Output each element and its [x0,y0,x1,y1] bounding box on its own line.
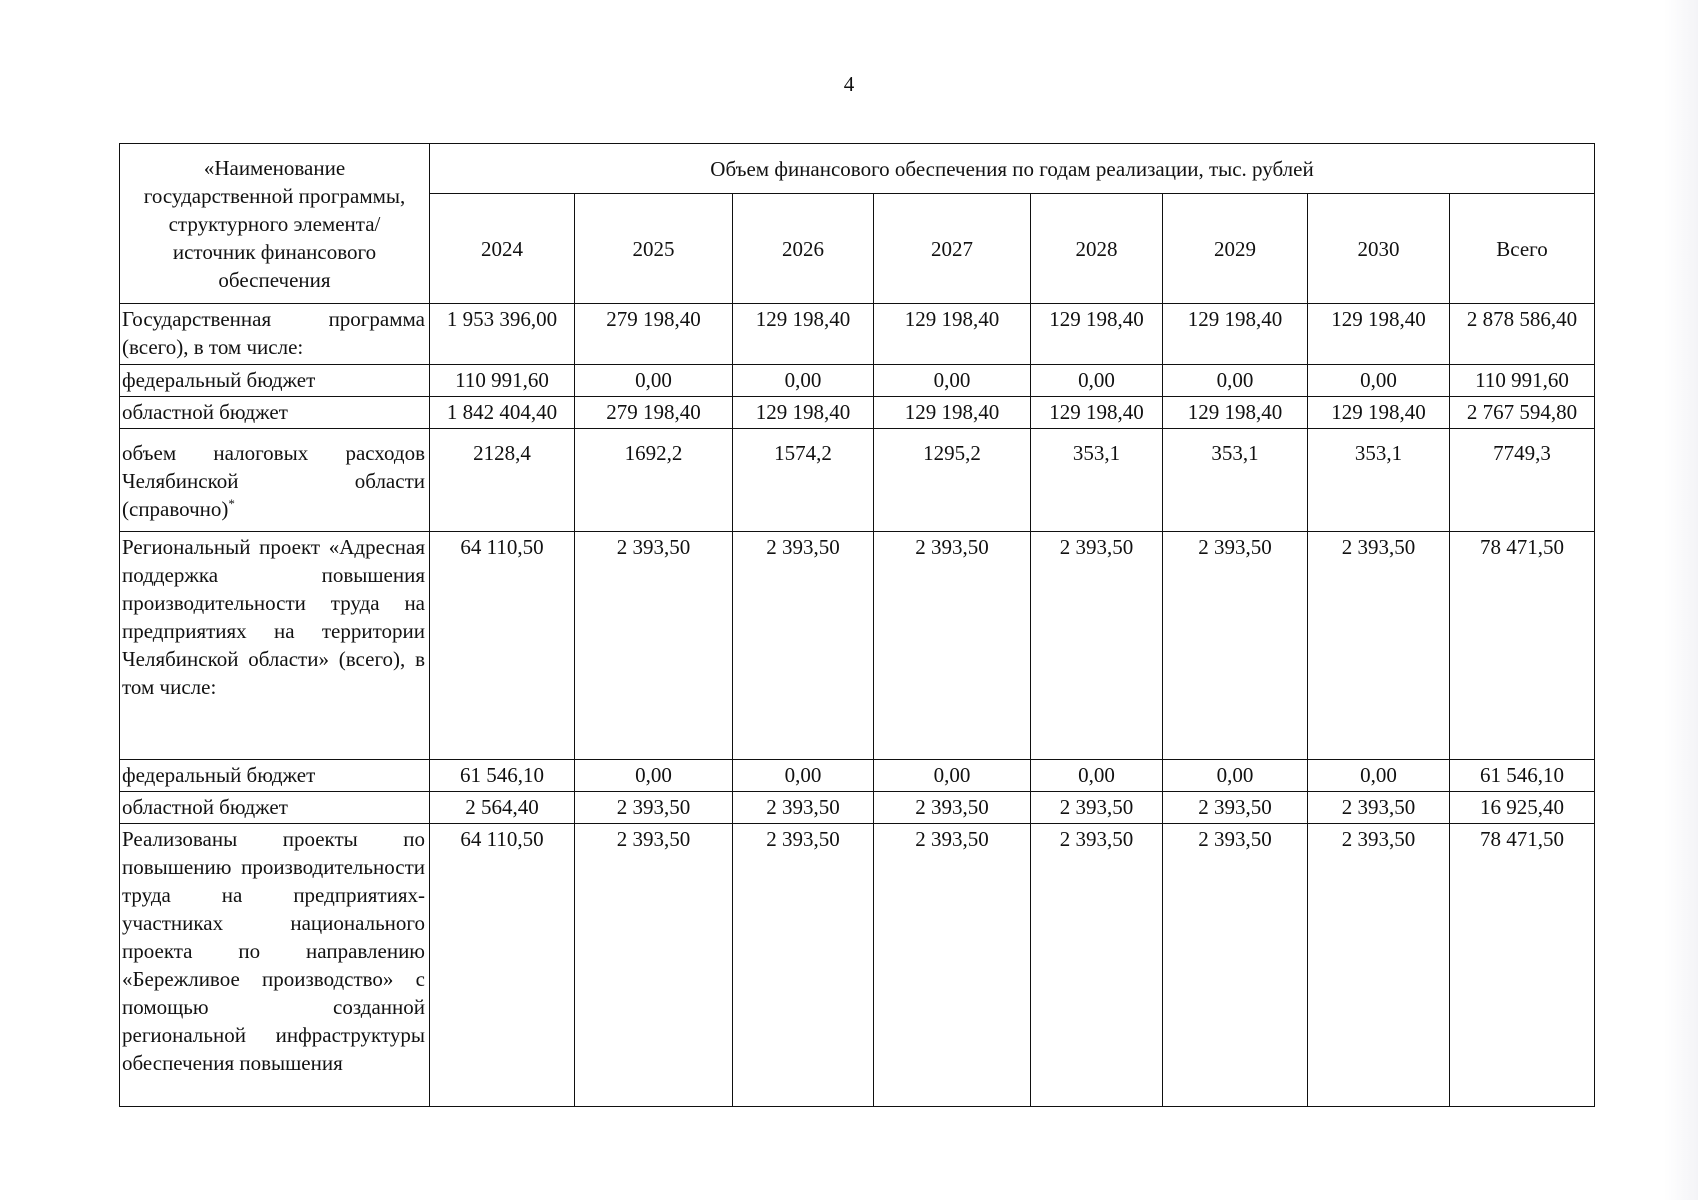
year-header: 2024 [430,194,575,304]
table-row [120,365,1595,397]
row-value: 0,00 [733,365,874,397]
row-value: 1 953 396,00 [430,304,575,365]
row-value: 129 198,40 [733,304,874,365]
year-header: 2028 [1031,194,1163,304]
financing-table [119,143,1595,1107]
table-row [120,532,1595,760]
row-value: 129 198,40 [1308,397,1450,429]
row-value: 129 198,40 [874,304,1031,365]
table-row [120,824,1595,1107]
row-value: 353,1 [1308,429,1450,532]
row-total: 2 878 586,40 [1450,304,1595,365]
row-value: 2 393,50 [1308,532,1450,760]
row-value: 2 393,50 [575,792,733,824]
row-value: 1 842 404,40 [430,397,575,429]
row-value: 353,1 [1031,429,1163,532]
row-value: 0,00 [1031,760,1163,792]
row-value: 2 564,40 [430,792,575,824]
scan-edge-shading [1664,0,1698,1200]
row-value: 1692,2 [575,429,733,532]
row-value: 61 546,10 [430,760,575,792]
row-value: 0,00 [1308,365,1450,397]
row-value: 0,00 [1163,365,1308,397]
total-header: Всего [1450,194,1595,304]
row-value: 0,00 [575,365,733,397]
row-name: объем налоговых расходов Челябинской области (справочно) [122,441,425,521]
row-value: 279 198,40 [575,397,733,429]
row-value: 129 198,40 [1031,397,1163,429]
table-row [120,792,1595,824]
row-value: 2 393,50 [733,792,874,824]
row-value: 2 393,50 [733,532,874,760]
row-total: 7749,3 [1450,429,1595,532]
row-value: 0,00 [874,760,1031,792]
header-name-cell: «Наименование государственной программы, структурного элемента/источник финансового обеспечения [120,144,430,304]
row-value: 2 393,50 [1308,792,1450,824]
row-value: 2 393,50 [874,792,1031,824]
row-name: федеральный бюджет [120,365,430,397]
table-row [120,304,1595,365]
row-name-cell [120,429,430,532]
row-name: Реализованы проекты по повышению производительности труда на предприятиях-участниках национального проекта по направлению «Бережливое производство» с помощью созданной региональной инфраструктуры обеспечения повышения [120,824,430,1107]
year-header: 2029 [1163,194,1308,304]
row-total: 110 991,60 [1450,365,1595,397]
year-header: 2026 [733,194,874,304]
row-value: 2 393,50 [1163,792,1308,824]
row-value: 1574,2 [733,429,874,532]
row-value: 129 198,40 [733,397,874,429]
header-row-group [120,144,1595,194]
row-total: 16 925,40 [1450,792,1595,824]
row-name: федеральный бюджет [120,760,430,792]
row-total: 61 546,10 [1450,760,1595,792]
row-name: Государственная программа (всего), в том числе: [120,304,430,365]
row-name: Региональный проект «Адресная поддержка повышения производительности труда на предприятиях на территории Челябинской области» (всего), в том числе: [120,532,430,760]
row-name: областной бюджет [120,397,430,429]
row-value: 2 393,50 [1031,824,1163,1107]
table-row [120,429,1595,532]
row-value: 129 198,40 [1163,304,1308,365]
row-value: 110 991,60 [430,365,575,397]
row-value: 0,00 [1308,760,1450,792]
row-value: 64 110,50 [430,824,575,1107]
header-group-cell: Объем финансового обеспечения по годам реализации, тыс. рублей [430,144,1595,194]
row-value: 0,00 [575,760,733,792]
footnote-mark: * [228,496,235,511]
row-value: 64 110,50 [430,532,575,760]
row-value: 0,00 [733,760,874,792]
row-value: 2 393,50 [733,824,874,1107]
row-value: 0,00 [874,365,1031,397]
row-value: 0,00 [1163,760,1308,792]
row-value: 129 198,40 [1163,397,1308,429]
row-value: 2 393,50 [1308,824,1450,1107]
page-number: 4 [843,72,855,96]
row-value: 2 393,50 [575,824,733,1107]
table-row [120,397,1595,429]
table-row [120,760,1595,792]
year-header: 2025 [575,194,733,304]
row-value: 353,1 [1163,429,1308,532]
row-value: 2 393,50 [1163,532,1308,760]
row-value: 2 393,50 [1163,824,1308,1107]
row-total: 2 767 594,80 [1450,397,1595,429]
row-value: 2 393,50 [575,532,733,760]
row-value: 0,00 [1031,365,1163,397]
row-value: 129 198,40 [1031,304,1163,365]
row-total: 78 471,50 [1450,824,1595,1107]
row-value: 1295,2 [874,429,1031,532]
row-name: областной бюджет [120,792,430,824]
row-value: 129 198,40 [874,397,1031,429]
row-value: 279 198,40 [575,304,733,365]
row-value: 129 198,40 [1308,304,1450,365]
row-value: 2 393,50 [874,824,1031,1107]
row-total: 78 471,50 [1450,532,1595,760]
row-value: 2 393,50 [874,532,1031,760]
year-header: 2030 [1308,194,1450,304]
year-header: 2027 [874,194,1031,304]
row-value: 2 393,50 [1031,532,1163,760]
row-value: 2128,4 [430,429,575,532]
row-value: 2 393,50 [1031,792,1163,824]
